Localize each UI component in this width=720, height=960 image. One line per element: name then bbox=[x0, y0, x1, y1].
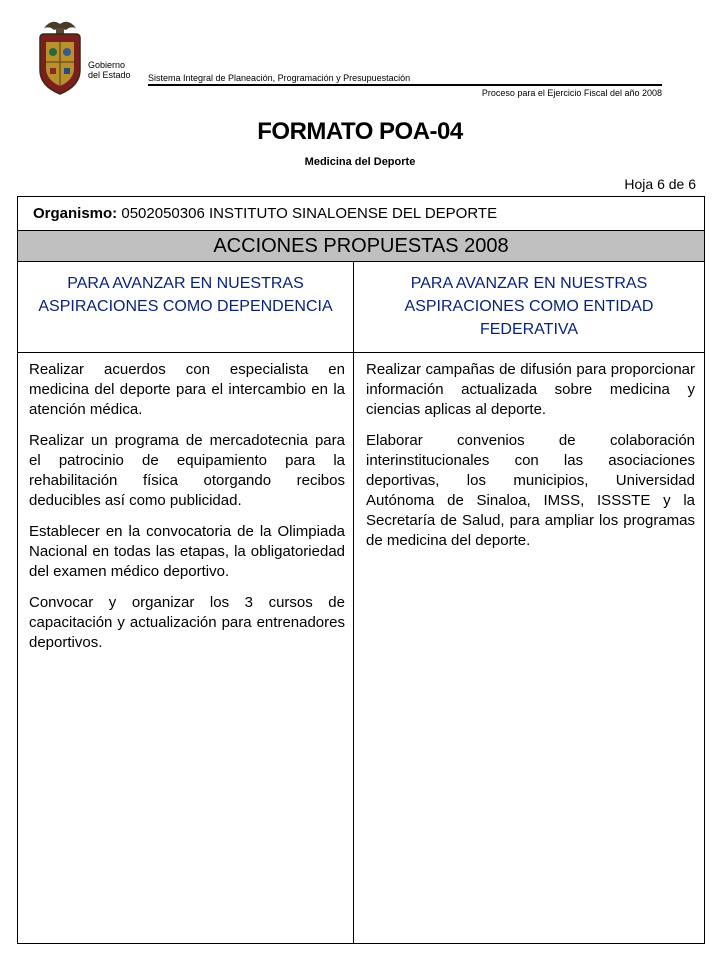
left-item: Realizar acuerdos con especialista en medicina del deporte para el intercambio en la atención médica. bbox=[29, 361, 345, 418]
form-title: FORMATO POA-04 bbox=[257, 118, 463, 145]
right-column-heading: PARA AVANZAR EN NUESTRAS ASPIRACIONES COMO ENTIDAD FEDERATIVA bbox=[404, 275, 654, 338]
actions-table bbox=[17, 196, 705, 944]
left-column-heading: PARA AVANZAR EN NUESTRAS ASPIRACIONES COMO DEPENDENCIA bbox=[38, 275, 333, 315]
process-name: Proceso para el Ejercicio Fiscal del año 2008 bbox=[481, 88, 662, 98]
section-title: ACCIONES PROPUESTAS 2008 bbox=[18, 231, 704, 262]
form-subtitle: Medicina del Deporte bbox=[304, 156, 416, 168]
state-coat-of-arms-icon bbox=[36, 16, 84, 96]
government-label-line2: del Estado bbox=[88, 70, 131, 80]
government-label bbox=[88, 60, 131, 80]
heading-divider bbox=[18, 352, 704, 353]
header-divider bbox=[148, 84, 662, 86]
left-item: Convocar y organizar los 3 cursos de capacitación y actualización para entrenadores deportivos. bbox=[29, 594, 345, 651]
right-column-body bbox=[366, 360, 695, 562]
column-divider bbox=[353, 262, 354, 944]
organism-row bbox=[18, 197, 704, 231]
government-label-line1: Gobierno bbox=[88, 60, 126, 70]
left-item: Establecer en la convocatoria de la Olimpiada Nacional en todas las etapas, la obligatoriedad del examen médico deportivo. bbox=[29, 523, 345, 580]
left-item: Realizar un programa de mercadotecnia para el patrocinio de equipamiento para la rehabilitación física otorgando recibos deducibles así como publicidad. bbox=[29, 432, 345, 509]
right-item: Realizar campañas de difusión para proporcionar información actualizada sobre medicina y ciencias aplicas al deporte. bbox=[366, 361, 695, 418]
system-name: Sistema Integral de Planeación, Programación y Presupuestación bbox=[148, 73, 411, 83]
right-item: Elaborar convenios de colaboración interinstitucionales con las asociaciones deportivas, los municipios, Universidad Autónoma de Sinaloa, IMSS, ISSSTE y la Secretaría de Salud, para ampliar los programas de medicina del deporte. bbox=[366, 432, 695, 549]
left-column-body bbox=[29, 360, 345, 664]
organism-label: Organismo: bbox=[33, 205, 118, 222]
sheet-number: Hoja 6 de 6 bbox=[624, 176, 696, 192]
organism-value: 0502050306 INSTITUTO SINALOENSE DEL DEPORTE bbox=[121, 205, 498, 222]
